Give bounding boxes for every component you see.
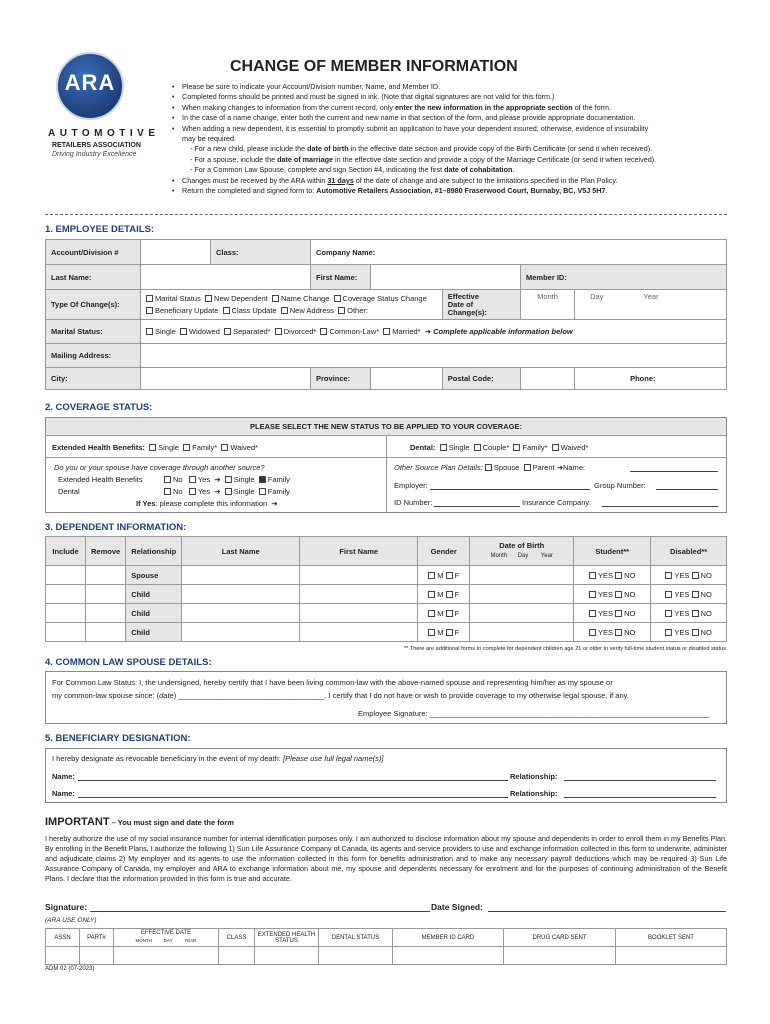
relationship-cell: Spouse [126,566,182,585]
relationship-cell: Child [126,604,182,623]
coverage-box [45,417,727,513]
dob-cell[interactable] [470,623,574,642]
form-number: ADM 02 (07-2023) [45,966,95,972]
instruction-item: • In the case of a name change, enter both the current and new name in that section of the form, and please provide appropriate documentation. [172,113,732,123]
effective-day-year-field[interactable]: Day Year [575,290,727,320]
checkbox[interactable] [615,591,622,598]
first-name-cell[interactable] [300,604,418,623]
checkbox[interactable] [446,629,453,636]
checkbox[interactable] [428,629,435,636]
checkbox[interactable] [428,591,435,598]
checkbox[interactable] [692,591,699,598]
checkbox[interactable] [221,444,228,451]
checkbox[interactable] [692,629,699,636]
table-row [46,604,727,623]
dental-status-field[interactable] [319,947,393,965]
province-field[interactable] [371,368,443,390]
first-name-cell[interactable] [300,623,418,642]
important-heading: IMPORTANT – You must sign and date the form [45,816,234,828]
table-row [46,623,727,642]
instruction-subitem: - For a spouse, include the date of marriage in the effective date section and provide a copy of the Marriage Certificate (or send it when received). [190,154,657,164]
gender-cell: M F [418,585,470,604]
arrow-icon: ➔ [271,499,278,508]
checkbox[interactable] [615,629,622,636]
beneficiary-name-label: Name: [52,772,75,781]
checkbox[interactable] [513,444,520,451]
mailing-field[interactable] [141,344,727,368]
dental-status-cell: DENTAL STATUS [319,929,393,947]
dental-options: Dental: Single Couple* Family* Waived* [410,443,589,452]
id-line[interactable] [434,506,520,507]
remove-cell[interactable] [86,604,126,623]
company-label: Company Name: [316,247,376,257]
checkbox[interactable] [189,488,196,495]
last-name-cell[interactable] [182,566,300,585]
checkbox[interactable] [589,610,596,617]
disabled-cell: YES NO [651,566,727,585]
logo-line1: AUTOMOTIVE [48,128,160,139]
mailing-label: Mailing Address: [46,344,141,368]
gender-cell: M F [418,566,470,585]
first-name-cell[interactable] [300,585,418,604]
relationship-cell: Child [126,585,182,604]
class-cell: CLASS [219,929,255,947]
group-label: Group Number: [594,481,646,490]
checkbox[interactable] [589,572,596,579]
dental2-options: No Yes ➔ Single Family [164,487,290,496]
checkbox[interactable] [474,444,481,451]
dependent-table [45,536,727,642]
beneficiary-name-line[interactable] [78,797,508,798]
assn-cell: ASSN [46,929,80,947]
effective-month-field[interactable]: Month [521,290,575,320]
logo-tagline: Driving Industry Excellence [52,151,137,158]
dob-cell[interactable] [470,566,574,585]
checkbox[interactable] [164,476,171,483]
header-dob: Date of Birth Month Day Year [470,537,574,566]
checkbox[interactable] [320,328,327,335]
student-cell: YES NO [574,566,651,585]
remove-cell[interactable] [86,585,126,604]
checkbox[interactable] [338,307,345,314]
beneficiary-rel-line[interactable] [564,780,716,781]
disabled-cell: YES NO [651,623,727,642]
coverage-header: PLEASE SELECT THE NEW STATUS TO BE APPLIED TO YOUR COVERAGE: [46,418,726,436]
phone-label: Phone: [630,374,656,383]
beneficiary-intro: I hereby designate as revocable beneficiary in the event of my death: [Please use full legal name(s)] [52,754,384,763]
class-field[interactable] [219,947,255,965]
divider [386,436,387,512]
checkbox[interactable] [183,444,190,451]
header-last-name: Last Name [182,537,300,566]
arrow-icon: ➔ [556,463,563,472]
checkbox[interactable] [225,476,232,483]
city-label: City: [46,368,141,390]
insurance-line[interactable] [602,506,718,507]
checkbox[interactable] [146,295,153,302]
other-coverage-question: Do you or your spouse have coverage through another source? [54,463,265,472]
checkbox[interactable] [446,591,453,598]
ehb2-label: Extended Health Benefits [58,475,143,484]
if-yes-note: If Yes: please complete this information ➔ [136,499,278,508]
arrow-icon: ➔ [214,487,221,496]
student-cell: YES NO [574,623,651,642]
checkbox[interactable] [665,572,672,579]
beneficiary-box [45,748,727,803]
remove-cell[interactable] [86,623,126,642]
checkbox[interactable] [665,591,672,598]
table-row [46,566,727,585]
class-label: Class: [211,240,311,265]
city-field[interactable] [141,368,311,390]
section1-title: 1. EMPLOYEE DETAILS: [45,224,155,235]
drug-card-cell: DRUG CARD SENT [504,929,616,947]
checkbox[interactable] [552,444,559,451]
type-options: Marital Status New Dependent Name Change Coverage Status Change Beneficiary Update Class Update New Address Other: [141,290,443,320]
disabled-cell: YES NO [651,604,727,623]
assn-field[interactable] [46,947,80,965]
checkbox[interactable] [225,488,232,495]
include-cell[interactable] [46,566,86,585]
insurance-label: Insurance Company: [522,498,592,507]
checkbox[interactable] [146,328,153,335]
instruction-item: • Return the completed and signed form to: Automotive Retailers Association, #1–8980 Fraserwood Court, Burnaby, BC, V5J 5H7. [172,186,732,196]
postal-field[interactable] [521,368,575,390]
common-law-line2: my common-law spouse since: (date) ___________________________________. I certify that I do not have or wish to provide coverage to my otherwise legal spouse, if any. [52,691,629,700]
checkbox[interactable] [224,328,231,335]
office-use-table [45,928,727,965]
beneficiary-name-line[interactable] [78,780,508,781]
include-cell[interactable] [46,623,86,642]
id-label: ID Number: [394,498,433,507]
booklet-cell: BOOKLET SENT [616,929,727,947]
beneficiary-name-label: Name: [52,789,75,798]
dob-cell[interactable] [470,604,574,623]
member-card-cell: MEMBER ID CARD [393,929,504,947]
arrow-icon: ➔ [424,327,432,336]
student-cell: YES NO [574,585,651,604]
checkbox[interactable] [440,444,447,451]
include-cell[interactable] [46,585,86,604]
checkbox[interactable] [665,610,672,617]
employee-signature[interactable]: Employee Signature: ___________________________________________________________________ [358,709,710,718]
employer-line[interactable] [430,489,590,490]
type-label: Type Of Change(s): [46,290,141,320]
header-relationship: Relationship [126,537,182,566]
checkbox[interactable] [692,572,699,579]
common-law-line1: For Common Law Status: I, the undersigned, hereby certify that I have been living common-law with the above-named spouse and representing him/her as my spouse or [52,678,613,687]
instruction-item: • Completed forms should be printed and must be signed in ink. (Note that digital signatures are not valid for this form.) [172,92,732,102]
first-name-label: First Name: [311,265,371,290]
marital-options: Single Widowed Separated* Divorced* Common-Law* Married* ➔ Complete applicable information below [141,320,727,344]
instruction-item: • When making changes to information from the current record, only enter the new information in the appropriate section of the form. [172,103,732,113]
beneficiary-rel-label: Relationship: [510,789,558,798]
checkbox[interactable] [281,307,288,314]
checkbox-checked[interactable] [259,476,266,483]
last-name-cell[interactable] [182,604,300,623]
part-field[interactable] [80,947,114,965]
province-label: Province: [311,368,371,390]
student-cell: YES NO [574,604,651,623]
employer-label: Employer: [394,481,428,490]
drug-card-field[interactable] [504,947,616,965]
checkbox[interactable] [692,610,699,617]
section4-title: 4. COMMON LAW SPOUSE DETAILS: [45,657,212,668]
dob-cell[interactable] [470,585,574,604]
arrow-icon: ➔ [214,475,221,484]
ehs-cell: EXTENDED HEALTH STATUS [255,929,319,947]
date-signed-label: Date Signed: [431,902,483,912]
instruction-item: • When adding a new dependent, it is essential to promptly submit an application to have your dependent insured; otherwise, evidence of insurability may be required. [172,124,732,145]
instruction-subitem: - For a Common Law Spouse, complete and sign Section #4, indicating the first date of cohabitation. [190,165,515,175]
other-source-details: Other Source Plan Details: Spouse Parent ➔Name: [394,463,586,472]
header-include: Include [46,537,86,566]
first-name-cell[interactable] [300,566,418,585]
relationship-cell: Child [126,623,182,642]
checkbox[interactable] [180,328,187,335]
signature-line[interactable] [90,911,430,912]
include-cell[interactable] [46,604,86,623]
checkbox[interactable] [446,610,453,617]
ehs-field[interactable] [255,947,319,965]
instruction-item: • Changes must be received by the ARA within 31 days of the date of change and are subject to the limitations specified in the Plan Policy. [172,176,732,186]
checkbox[interactable] [446,572,453,579]
dependent-note: ** There are additional forms to complete for dependent children age 21 or older to verify full-time student status or disabled status [403,646,726,652]
checkbox[interactable] [524,464,531,471]
gender-cell: M F [418,604,470,623]
checkbox[interactable] [665,629,672,636]
ara-use-label: (ARA USE ONLY) [45,917,97,924]
checkbox[interactable] [615,610,622,617]
checkbox[interactable] [428,610,435,617]
instructions-list [172,82,732,196]
phone-field[interactable] [575,368,727,390]
checkbox[interactable] [485,464,492,471]
company-field[interactable] [311,240,727,265]
part-cell: PART# [80,929,114,947]
checkbox[interactable] [383,328,390,335]
gender-cell: M F [418,623,470,642]
last-name-cell[interactable] [182,623,300,642]
group-line[interactable] [656,489,718,490]
effective-date-label: Effective Date of Change(s): [442,290,520,320]
dental2-label: Dental [58,487,80,496]
account-field[interactable] [141,240,211,265]
section3-title: 3. DEPENDENT INFORMATION: [45,522,187,533]
remove-cell[interactable] [86,566,126,585]
checkbox[interactable] [205,295,212,302]
member-card-field[interactable] [393,947,504,965]
ara-logo [48,52,160,162]
name-line[interactable] [630,471,718,472]
divider [45,214,727,215]
checkbox[interactable] [428,572,435,579]
checkbox[interactable] [259,488,266,495]
disabled-cell: YES NO [651,585,727,604]
employee-details-table [45,239,727,390]
checkbox[interactable] [334,295,341,302]
first-name-field[interactable] [371,265,521,290]
checkbox[interactable] [149,444,156,451]
important-text: I hereby authorize the use of my social insurance number for internal identification purposes only. I am authorized to disclose information about my spouse and dependents in order to enroll them in my Benefits Plan. By enrolling in the Benefit Plans, I authorize the following 1) Sun Life Assurance Company of Canada, its agents and service providers to use and exchange information collected in this form to underwrite, administer and adjudicate claims 2) My employer and its agents to use the information collected in this form for benefits administration and to make any necessary payroll deductions which may be required 3) Sun Life Assurance Company of Canada, my employer and ARA to exchange information about me, my spouse and dependents necessary for enrolment and for the purposes of continuing administration of the Benefit Plans. I declare that the information provided in this form is true and accurate. [45,834,727,883]
last-name-field[interactable] [141,265,311,290]
marital-label: Marital Status: [46,320,141,344]
common-law-box [45,671,727,724]
header-gender: Gender [418,537,470,566]
last-name-cell[interactable] [182,585,300,604]
instruction-item: • Please be sure to indicate your Account/Division number, Name, and Member ID. [172,82,732,92]
member-id-label: Member ID: [521,265,727,290]
effective-date-field[interactable] [114,947,219,965]
header-student: Student** [574,537,651,566]
ehb2-options: No Yes ➔ Single Family [164,475,290,484]
header-first-name: First Name [300,537,418,566]
logo-line2: RETAILERS ASSOCIATION [52,142,141,149]
instruction-subitem: - For a new child, please include the date of birth in the effective date section and provide copy of the Birth Certificate (or send it when received). [190,144,653,154]
checkbox[interactable] [189,476,196,483]
effective-date-cell: EFFECTIVE DATE MONTH DAY YEAR [114,929,219,947]
signature-label: Signature: [45,902,88,912]
account-label: Account/Division # [46,240,141,265]
beneficiary-rel-label: Relationship: [510,772,558,781]
checkbox[interactable] [146,307,153,314]
section2-title: 2. COVERAGE STATUS: [45,402,153,413]
header-remove: Remove [86,537,126,566]
checkbox[interactable] [272,295,279,302]
ehb-options: Extended Health Benefits: Single Family* Waived* [52,443,258,452]
checkbox[interactable] [275,328,282,335]
checkbox[interactable] [589,629,596,636]
date-signed-line[interactable] [488,911,726,912]
table-row [46,585,727,604]
booklet-field[interactable] [616,947,727,965]
logo-letters: ARA [64,70,116,95]
header-disabled: Disabled** [651,537,727,566]
checkbox[interactable] [223,307,230,314]
section5-title: 5. BENEFICIARY DESIGNATION: [45,733,191,744]
checkbox[interactable] [164,488,171,495]
beneficiary-rel-line[interactable] [564,797,716,798]
checkbox[interactable] [589,591,596,598]
checkbox[interactable] [615,572,622,579]
page-title: CHANGE OF MEMBER INFORMATION [230,58,518,75]
last-name-label: Last Name: [46,265,141,290]
postal-label: Postal Code: [442,368,520,390]
